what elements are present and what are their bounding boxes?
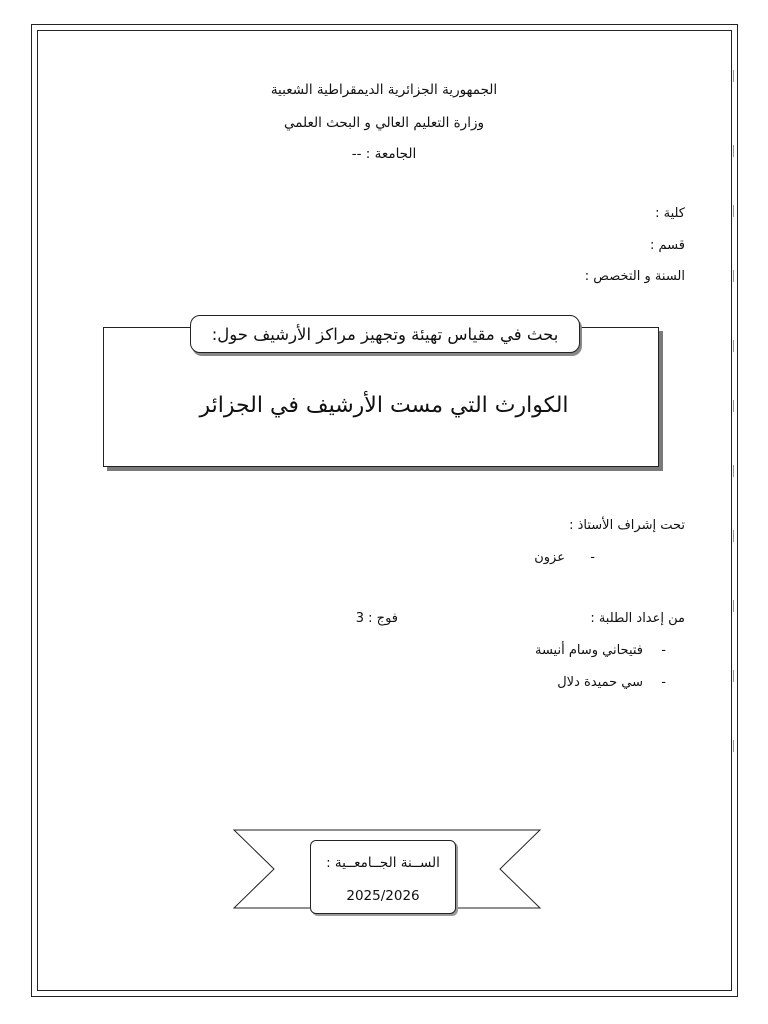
research-title: الكوارث التي مست الأرشيف في الجزائر [199,393,569,418]
department-label: قسم : [650,238,685,253]
ministry-heading: وزارة التعليم العالي و البحث العلمي [283,115,484,131]
student-dash: - [661,675,666,690]
academic-year-label: الســنة الجــامعــية : [326,855,440,871]
subtitle-pill [190,315,580,353]
year-specialty-label: السنة و التخصص : [584,269,685,284]
student-dash: - [661,643,666,658]
students-label: من إعداد الطلبة : [590,611,685,626]
group-label: فوج : 3 [355,611,398,626]
university-heading: الجامعة : -- [351,146,417,162]
student-name: سي حميدة دلال [557,675,643,690]
student-name: فتيحاني وسام أنيسة [534,643,643,658]
supervisor-name: عزون [534,550,565,565]
supervisor-label: تحت إشراف الأستاذ : [569,518,685,533]
subtitle-text: بحث في مقياس تهيئة وتجهيز مراكز الأرشيف حول: [211,324,559,344]
academic-year-value: 2025/2026 [346,888,420,904]
supervisor-dash: - [590,550,595,565]
margin-ticks [730,60,736,900]
faculty-label: كلية : [655,206,685,221]
republic-heading: الجمهورية الجزائرية الديمقراطية الشعبية [270,82,498,98]
